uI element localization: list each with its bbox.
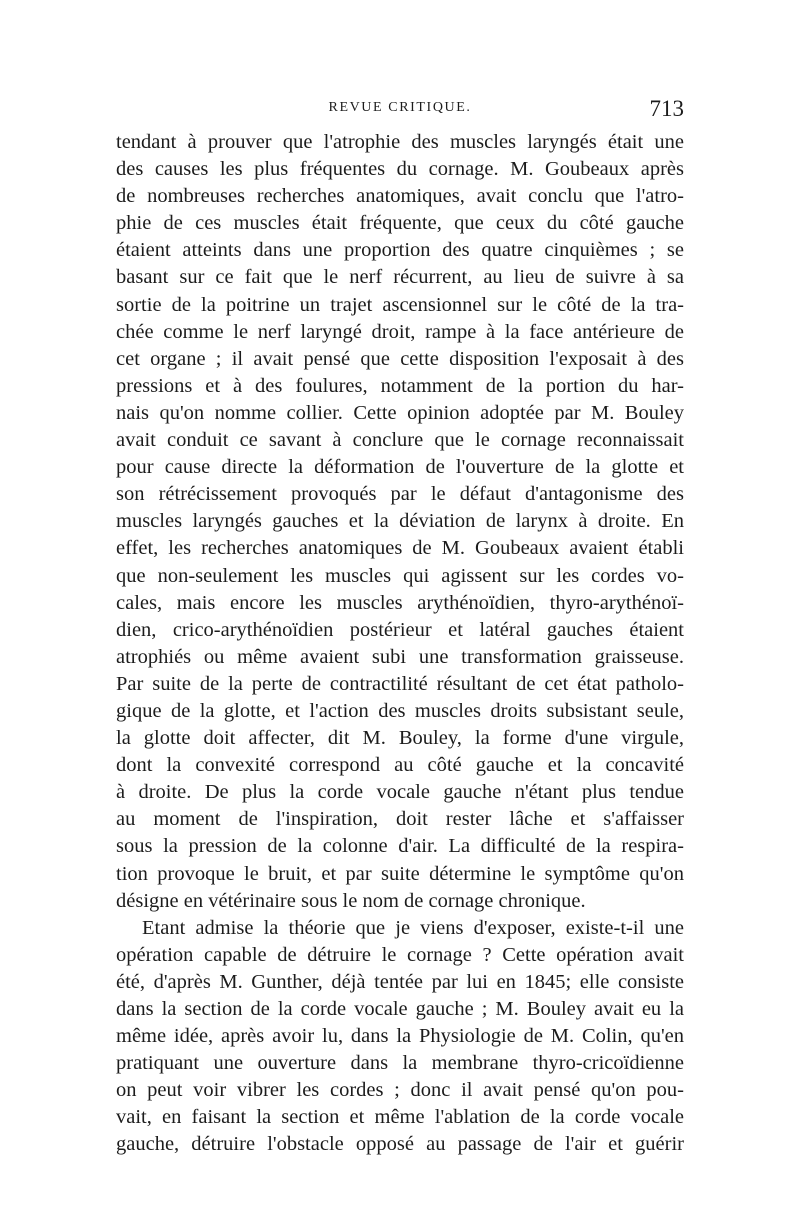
text-line: gique de la glotte, et l'action des muscles droits subsistant seule,	[116, 699, 684, 722]
text-line: sous la pression de la colonne d'air. La difficulté de la respira-	[116, 835, 684, 858]
text-line: phie de ces muscles était fréquente, que ceux du côté gauche	[116, 212, 684, 235]
text-line: tendant à prouver que l'atrophie des muscles laryngés était une	[116, 131, 684, 153]
text-line: Par suite de la perte de contractilité résultant de cet état patholo-	[116, 672, 684, 695]
text-line: dien, crico-arythénoïdien postérieur et latéral gauches étaient	[116, 618, 684, 641]
text-line: dont la convexité correspond au côté gauche et la concavité	[116, 754, 684, 777]
text-line: même idée, après avoir lu, dans la Physiologie de M. Colin, qu'en	[116, 1025, 684, 1048]
text-line: atrophiés ou même avaient subi une transformation graisseuse.	[116, 645, 684, 668]
text-line: dans la section de la corde vocale gauche ; M. Bouley avait eu la	[116, 998, 684, 1020]
page-number: 713	[649, 96, 684, 121]
text-line: son rétrécissement provoqués par le défaut d'antagonisme des	[116, 483, 684, 506]
text-line: chée comme le nerf laryngé droit, rampe à la face antérieure de	[116, 320, 684, 343]
text-line: on peut voir vibrer les cordes ; donc il avait pensé qu'on pou-	[116, 1079, 684, 1102]
text-line: que non-seulement les muscles qui agissent sur les cordes vo-	[116, 564, 684, 587]
running-title: REVUE CRITIQUE.	[328, 100, 472, 115]
text-line: Etant admise la théorie que je viens d'exposer, existe-t-il une	[142, 916, 684, 939]
text-line: des causes les plus fréquentes du cornage. M. Goubeaux après	[116, 158, 684, 181]
text-line: pour cause directe la déformation de l'ouverture de la glotte et	[116, 456, 684, 479]
text-line: opération capable de détruire le cornage ? Cette opération avait	[116, 943, 684, 966]
page-header	[116, 96, 684, 122]
text-line: gauche, détruire l'obstacle opposé au passage de l'air et guérir	[116, 1133, 684, 1156]
text-line: effet, les recherches anatomiques de M. Goubeaux avaient établi	[116, 537, 684, 560]
body-text	[116, 129, 684, 1159]
text-line: désigne en vétérinaire sous le nom de cornage chronique.	[116, 889, 586, 912]
text-line: cet organe ; il avait pensé que cette disposition l'exposait à des	[116, 347, 684, 370]
text-line: à droite. De plus la corde vocale gauche n'étant plus tendue	[116, 781, 684, 804]
text-line: cales, mais encore les muscles arythénoïdien, thyro-arythénoï-	[116, 591, 684, 614]
text-line: vait, en faisant la section et même l'ablation de la corde vocale	[116, 1106, 684, 1129]
text-line: tion provoque le bruit, et par suite détermine le symptôme qu'on	[116, 862, 684, 885]
text-line: muscles laryngés gauches et la déviation de larynx à droite. En	[116, 510, 684, 533]
text-line: basant sur ce fait que le nerf récurrent, au lieu de suivre à sa	[116, 266, 684, 289]
text-line: étaient atteints dans une proportion des quatre cinquièmes ; se	[116, 239, 684, 262]
text-line: nais qu'on nomme collier. Cette opinion adoptée par M. Bouley	[116, 401, 684, 424]
text-line: sortie de la poitrine un trajet ascensionnel sur le côté de la tra-	[116, 293, 684, 316]
text-line: au moment de l'inspiration, doit rester lâche et s'affaisser	[116, 808, 684, 831]
text-line: de nombreuses recherches anatomiques, avait conclu que l'atro-	[116, 185, 684, 208]
text-line: la glotte doit affecter, dit M. Bouley, la forme d'une virgule,	[116, 727, 684, 750]
text-line: pressions et à des foulures, notamment de la portion du har-	[116, 374, 684, 397]
text-line: pratiquant une ouverture dans la membrane thyro-cricoïdienne	[116, 1052, 684, 1075]
text-line: avait conduit ce savant à conclure que le cornage reconnaissait	[116, 429, 684, 452]
text-line: été, d'après M. Gunther, déjà tentée par lui en 1845; elle consiste	[116, 970, 684, 993]
